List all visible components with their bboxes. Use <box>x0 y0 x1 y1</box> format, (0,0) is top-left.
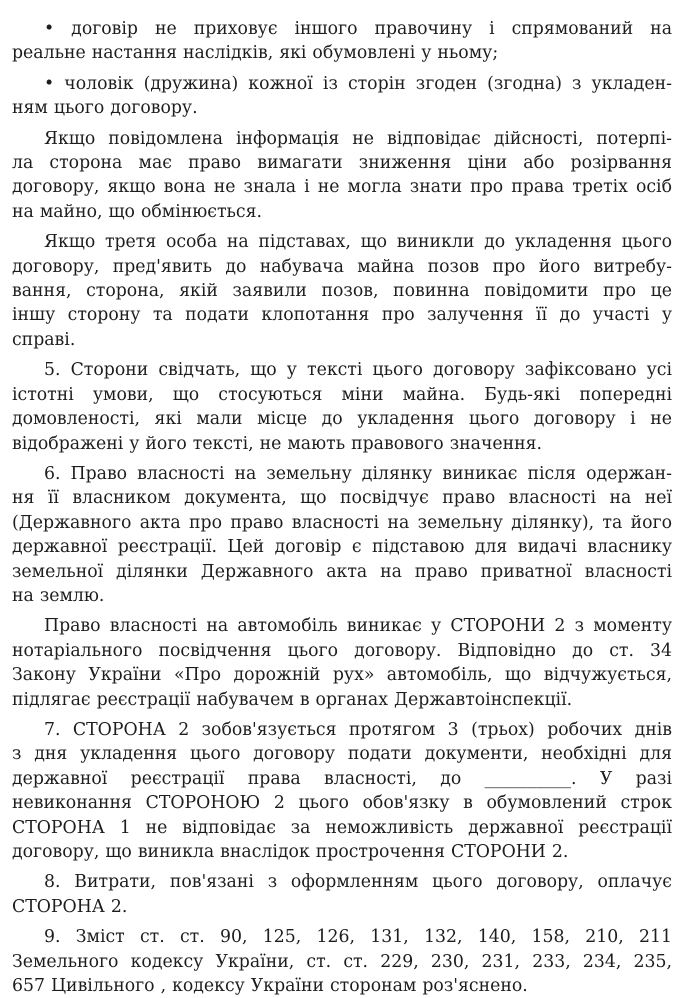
text-line: підлягає реєстрації набувачем в органах Державтоінспекції. <box>12 689 573 710</box>
text-line: відображені у його тексті, не мають правового значення. <box>12 433 543 454</box>
text-line: 657 Цивільного , кодексу України сторонам роз'яснено. <box>12 976 528 997</box>
text-line: • договір не приховує іншого правочину і спрямований на <box>44 19 672 39</box>
text-line: невиконання СТОРОНОЮ 2 цього обов'язку в обумовлений строк <box>12 793 672 814</box>
text-line: з дня укладення цього договору подати документи, необхідні для <box>12 744 672 765</box>
paragraph-third-party <box>12 230 672 352</box>
text-line: ня її власником документа, що посвідчує право власності на неї <box>12 488 672 509</box>
text-line: ла сторона має право вимагати зниження ціни або розірвання <box>12 153 672 174</box>
text-line: 7. СТОРОНА 2 зобов'язується протягом 3 (трьох) робочих днів <box>44 719 672 740</box>
text-line: (Державного акта про право власності на земельну ділянку), та його <box>12 512 672 533</box>
text-line: договору, якщо вона не знала і не могла знати про права третіх осіб <box>12 177 672 198</box>
clause-6 <box>12 462 672 608</box>
paragraph-bullet-2 <box>12 72 672 121</box>
text-line: нотаріального посвідчення цього договору. Відповідно до ст. 34 <box>12 640 672 661</box>
text-line: СТОРОНА 2. <box>12 896 128 917</box>
text-line: державної реєстрації права власності, до __________. У разі <box>12 768 672 789</box>
text-line: Право власності на автомобіль виникає у СТОРОНИ 2 з моменту <box>44 616 672 637</box>
text-line: ням цього договору. <box>12 98 198 119</box>
paragraph-bullet-1 <box>12 17 672 66</box>
text-line: 9. Зміст ст. ст. 90, 125, 126, 131, 132, 140, 158, 210, 211 <box>44 927 672 948</box>
text-line: Якщо повідомлена інформація не відповідає дійсності, потерпі- <box>44 128 672 149</box>
text-line: • чоловік (дружина) кожної із сторін згоден (згодна) з укладен- <box>44 73 672 94</box>
text-line: справі. <box>12 329 76 350</box>
text-line: вання, сторона, якій заявили позов, повинна повідомити про це <box>12 281 672 302</box>
text-line: на майно, що обмінюється. <box>12 201 263 222</box>
clause-8 <box>12 870 672 919</box>
text-line: державної реєстрації. Цей договір є підставою для видачі власнику <box>12 537 672 558</box>
clause-5 <box>12 358 672 456</box>
text-line: СТОРОНА 1 не відповідає за неможливість державної реєстрації <box>12 817 672 838</box>
text-line: договору, що виникла внаслідок прострочення СТОРОНИ 2. <box>12 842 569 862</box>
text-line: земельної ділянки Державного акта на право приватної власності <box>12 561 672 582</box>
text-line: договору, пред'явить до набувача майна позов про його витребу- <box>12 256 672 277</box>
text-line: іншу сторону та подати клопотання про залучення її до участі у <box>12 305 672 326</box>
text-line: Земельного кодексу України, ст. ст. 229, 230, 231, 233, 234, 235, <box>12 951 672 972</box>
text-line: 8. Витрати, пов'язані з оформленням цього договору, оплачує <box>44 872 672 893</box>
text-line: реальне настання наслідків, які обумовлені у ньому; <box>12 43 499 64</box>
clause-7 <box>12 718 672 864</box>
text-line: істотні умови, що стосуються міни майна. Будь-які попередні <box>12 384 672 405</box>
text-line: 5. Сторони свідчать, що у тексті цього договору зафіксовано усі <box>44 360 672 381</box>
text-line: Закону України «Про дорожній рух» автомобіль, що відчужується, <box>12 665 672 686</box>
clause-9 <box>12 925 672 998</box>
text-line: Якщо третя особа на підставах, що виникли до укладення цього <box>44 232 672 253</box>
paragraph-car-ownership <box>12 614 672 712</box>
paragraph-false-info <box>12 127 672 225</box>
text-line: домовленості, які мали місце до укладення цього договору і не <box>12 409 672 430</box>
text-line: на землю. <box>12 585 105 606</box>
text-line: 6. Право власності на земельну ділянку виникає після одержан- <box>44 463 672 484</box>
